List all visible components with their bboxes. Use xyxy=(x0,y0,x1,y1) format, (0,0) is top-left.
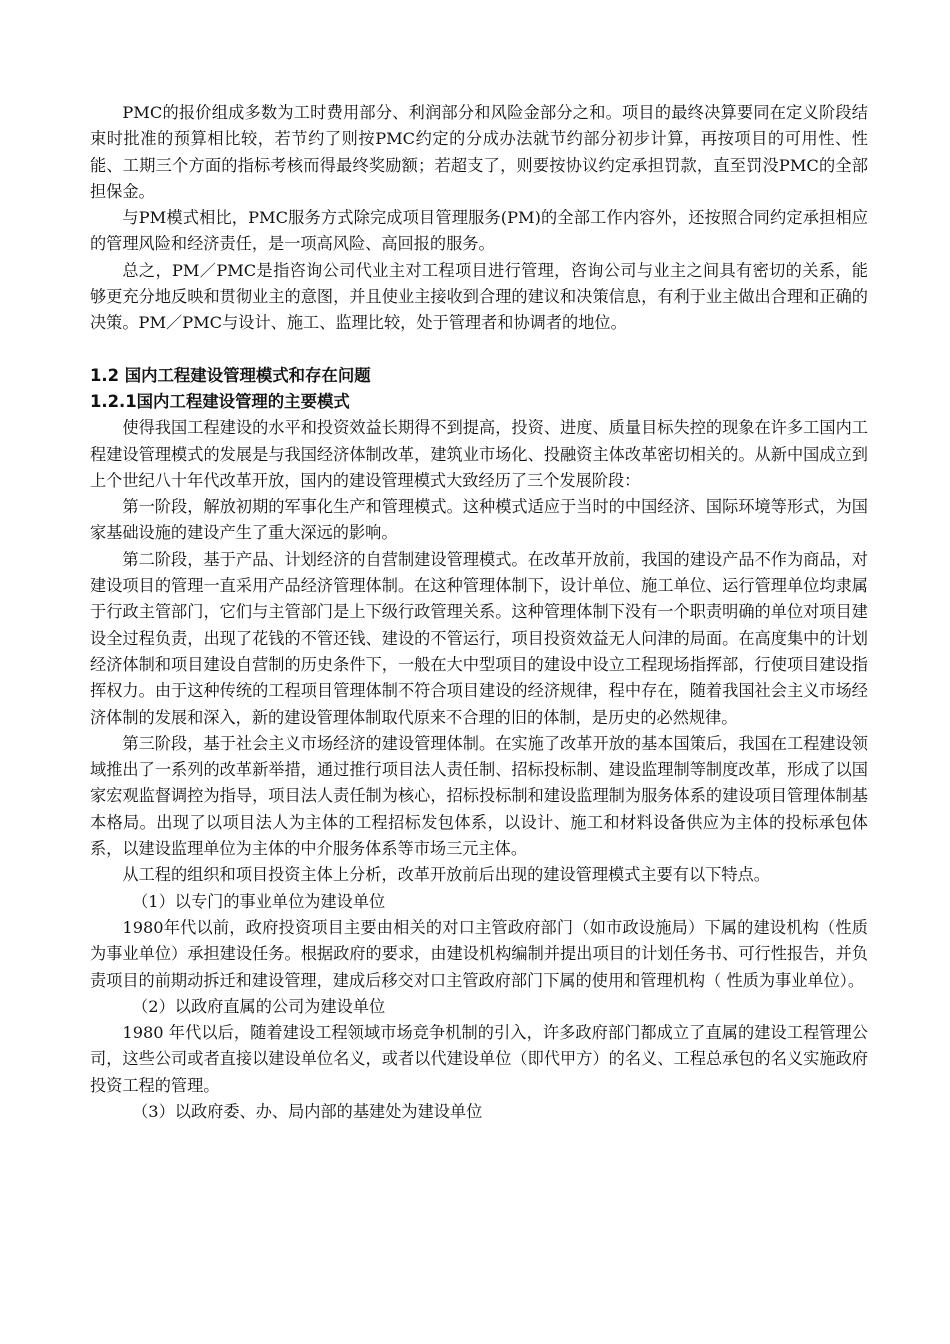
section-heading: 1.2 国内工程建设管理模式和存在问题 xyxy=(90,365,371,385)
paragraph-pmc-vs-pm: 与PM模式相比，PMC服务方式除完成项目管理服务(PM)的全部工作内容外，还按照合同约定承担相应的管理风险和经济责任，是一项高风险、高回报的服务。 xyxy=(90,208,868,254)
list-item-body: 1980年代以前，政府投资项目主要由相关的对口主管政府部门（如市政设施局）下属的建设机构（性质为事业单位）承担建设任务。根据政府的要求，由建设机构编制并提出项目的计划任务书、可行性报告，并负责项目的前期动拆迁和建设管理，建成后移交对口主管政府部门下属的使用和管理机构（ 性质为事业单位）。 xyxy=(90,917,868,990)
subsection-heading: 1.2.1国内工程建设管理的主要模式 xyxy=(90,391,350,411)
paragraph-stage-1: 第一阶段，解放初期的军事化生产和管理模式。这种模式适应于当时的中国经济、国际环境等形式，为国家基础设施的建设产生了重大深远的影响。 xyxy=(90,497,868,543)
paragraph-pmc-pricing: PMC的报价组成多数为工时费用部分、利润部分和风险金部分之和。项目的最终决算要同在定义阶段结束时批准的预算相比较，若节约了则按PMC约定的分成办法就节约部分初步计算，再按项目的可用性、性能、工期三个方面的指标考核而得最终奖励额；若超支了，则要按协议约定承担罚款，直至罚没PMC的全部担保金。 xyxy=(90,103,868,201)
section-spacer xyxy=(90,337,868,363)
list-item-title: （1）以专门的事业单位为建设单位 xyxy=(132,891,386,911)
paragraph-stage-2: 第二阶段，基于产品、计划经济的自营制建设管理模式。在改革开放前，我国的建设产品不作为商品，对建设项目的管理一直采用产品经济管理体制。在这种管理体制下，设计单位、施工单位、运行管理单位均隶属于行政主管部门，它们与主管部门是上下级行政管理关系。这种管理体制下没有一个职责明确的单位对项目建设全过程负责，出现了花钱的不管还钱、建设的不管运行，项目投资效益无人问津的局面。在高度集中的计划经济体制和项目建设自营制的历史条件下，一般在大中型项目的建设中设立工程现场指挥部，行使项目建设指挥权力。由于这种传统的工程项目管理体制不符合项目建设的经济规律，程中存在，随着我国社会主义市场经济体制的发展和深入，新的建设管理体制取代原来不合理的旧的体制，是历史的必然规律。 xyxy=(90,549,868,727)
list-item-title: （2）以政府直属的公司为建设单位 xyxy=(132,996,386,1016)
paragraph-summary: 总之，PM／PMC是指咨询公司代业主对工程项目进行管理，咨询公司与业主之间具有密切的关系，能够更充分地反映和贯彻业主的意图，并且使业主接收到合理的建议和决策信息，有利于业主做出合理和正确的决策。PM／PMC与设计、施工、监理比较，处于管理者和协调者的地位。 xyxy=(90,260,868,333)
document-body xyxy=(90,100,868,1125)
paragraph-stage-3: 第三阶段，基于社会主义市场经济的建设管理体制。在实施了改革开放的基本国策后，我国在工程建设领域推出了一系列的改革新举措，通过推行项目法人责任制、招标投标制、建设监理制等制度改革，形成了以国家宏观监督调控为指导，项目法人责任制为核心，招标投标制和建设监理制为服务体系的建设项目管理体制基本格局。出现了以项目法人为主体的工程招标发包体系，以设计、施工和材料设备供应为主体的投标承包体系，以建设监理单位为主体的中介服务体系等市场三元主体。 xyxy=(90,733,868,859)
list-item-body: 1980 年代以后，随着建设工程领域市场竞争机制的引入，许多政府部门都成立了直属的建设工程管理公司，这些公司或者直接以建设单位名义，或者以代建设单位（即代甲方）的名义、工程总承包的名义实施政府投资工程的管理。 xyxy=(90,1023,868,1095)
paragraph-features-intro: 从工程的组织和项目投资主体上分析，改革开放前后出现的建设管理模式主要有以下特点。 xyxy=(122,865,770,885)
list-item-title: （3）以政府委、办、局内部的基建处为建设单位 xyxy=(132,1101,483,1121)
paragraph-intro: 使得我国工程建设的水平和投资效益长期得不到提高，投资、进度、质量目标失控的现象在许多工国内工程建设管理模式的发展是与我国经济体制改革，建筑业市场化、投融资主体改革密切相关的。从新中国成立到上个世纪八十年代改革开放，国内的建设管理模式大致经历了三个发展阶段： xyxy=(90,418,868,490)
